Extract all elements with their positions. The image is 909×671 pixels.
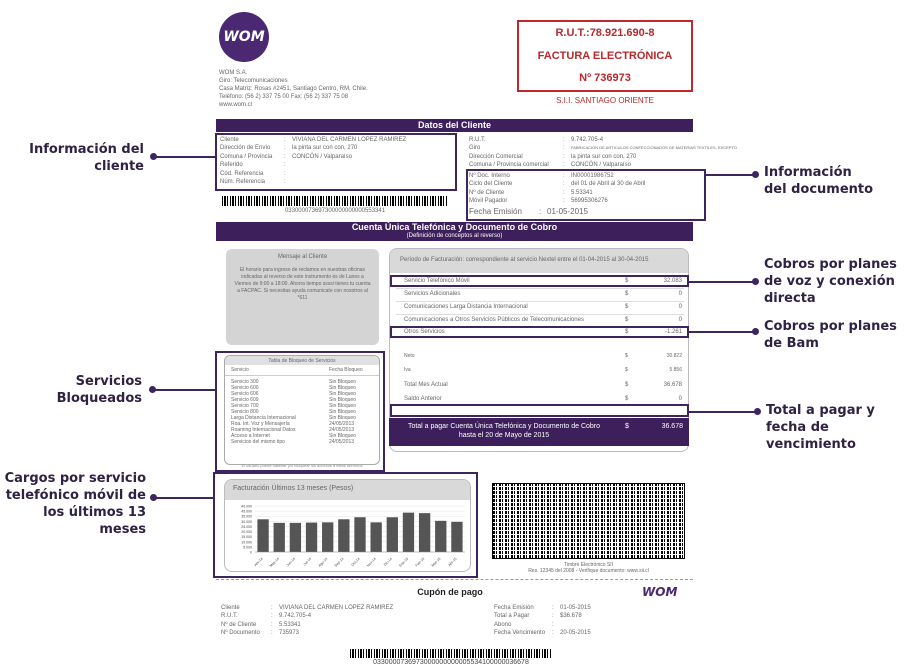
kv-label: Referido [220,162,243,169]
coupon-divider [216,579,693,580]
kv-sep: : [563,173,565,179]
kv-value: 5.53341 [571,189,593,196]
kv-value: 01-05-2015 [560,605,591,611]
callout-line: del documento [764,182,874,197]
blocked-date: 24/05/2013 [329,427,355,433]
client-message-title: Mensaje al Cliente [277,254,328,260]
blocked-service: Acceso a Internet [231,433,270,439]
subtotal-amount: 0 [678,396,682,402]
kv-sep: : [552,605,554,611]
kv-value: CONCÓN / Valparaíso [571,162,631,169]
kv-sep: : [552,613,554,620]
subtotal-label: Iva [404,367,411,373]
kv-value: VIVIANA DEL CARMEN LOPEZ RAMIREZ [292,137,407,143]
kv-label: Cód. Referencia [220,170,264,177]
kv-label: Comuna / Provincia [220,153,273,160]
callout-line: de voz y conexión [764,274,895,289]
blocked-date: 24/05/2013 [329,439,355,445]
x-tick-label: Mar-15 [430,556,442,568]
blocked-date: Sin Bloqueo [329,415,356,421]
kv-label: Comuna / Provincia comercial [469,162,549,169]
client-header: Datos del Cliente [216,119,693,132]
charge-currency: $ [625,317,629,323]
history-chart-title: Facturación Últimos 13 meses (Pesos) [225,480,470,500]
kv-sep: : [271,605,273,611]
kv-sep: : [284,137,286,143]
blocked-date: Sin Bloqueo [329,403,356,409]
callout-cargos [4,470,146,538]
x-tick-label: Oct-14 [350,556,361,568]
kv-value: 56995306276 [571,198,608,205]
kv-label: Nº Documento [221,630,260,637]
kv-sep: : [284,170,286,177]
kv-value: IN00001986752 [571,173,614,179]
subtotal-currency: $ [625,367,628,373]
blocked-service: Larga Distancia Internacional [231,415,296,421]
company-line: Casa Matriz: Rosas #2451, Santiago Centro, RM, Chile. [219,86,368,92]
history-highlight [213,472,478,578]
blocked-service: Servicio 606 [231,391,259,397]
client-info-highlight [215,133,457,191]
kv-label: R.U.T. [221,613,238,620]
kv-label: Nº de Cliente [221,621,257,628]
charge-amount: 0 [678,317,682,323]
x-tick-label: Jul-14 [302,556,313,567]
kv-sep: : [284,179,286,186]
x-tick-label: Feb-15 [414,556,426,568]
client-message-body: El horario para ingreso de reclamos en nuestras oficinas indicadas al reverso de este instrumento es de Lunes a Viernes de 9:00 a 18:00. Ahorra tiempo ssssi tienes tu cuenta a FACPAC. Si necesitas ayuda comunicate con nosotros al *611 [234,267,371,301]
company-line: Teléfono: (56 2) 337 75 00 Fax: (56 2) 337 75 08 [219,94,349,100]
subtotal-currency: $ [625,382,629,388]
total-amount: 36.678 [661,423,683,430]
callout-line: directa [764,291,816,306]
charge-amount: 32.083 [663,278,682,284]
x-tick-label: Abr-15 [447,556,458,568]
charge-amount: 0 [678,304,682,310]
coupon-barcode [350,649,552,658]
y-tick-label: 35.000 [241,514,252,519]
kv-value: la pinta sur con con, 270 [292,145,358,152]
charge-amount: 0 [678,291,682,297]
callout-documento [764,164,904,198]
kv-sep: : [284,145,286,152]
x-tick-label: Sep-14 [333,556,345,568]
client-barcode [222,196,448,206]
kv-value: la pinta sur con con, 270 [571,153,637,160]
timbre-caption: Timbre Electrónico SII [564,562,613,568]
x-tick-label: Dic-14 [383,556,394,567]
callout-line-connector [153,389,215,391]
total-line2: hasta el 20 de Mayo de 2015 [458,432,550,439]
x-tick-label: Abr-14 [253,556,264,568]
callout-line: Cobros por planes [764,319,897,334]
callout-bam [764,318,904,352]
y-tick-label: 15.000 [241,535,252,540]
x-tick-label: May-14 [268,556,280,568]
charge-separator [396,314,684,315]
kv-value: 9.742.705-4 [279,613,312,620]
total-bar [389,418,689,446]
company-info [219,69,419,109]
sii-number: Nº 736973 [579,72,631,84]
kv-value: $36.678 [560,613,582,620]
kv-label: Móvil Pagador [469,198,508,205]
blocked-date: Sin Bloqueo [329,379,356,385]
kv-value: 20-05-2015 [560,630,591,637]
blocked-col-date: Fecha Bloqueo [329,367,363,373]
kv-sep: : [563,198,565,205]
y-tick-label: 30.000 [241,519,252,524]
blocked-service: Servicio 300 [231,379,259,385]
charge-currency: $ [625,329,629,335]
bam-plan-highlight [390,326,689,338]
account-subtitle: (Definición de conceptos al reverso) [406,233,503,239]
blocked-service: Servicio 700 [231,403,259,409]
coupon-left [221,604,393,638]
blocked-service: Servicio 800 [231,409,259,415]
kv-sep: : [563,162,565,169]
callout-line: Bloqueados [56,391,142,406]
y-tick-label: 20.000 [241,530,252,535]
kv-sep: : [563,145,565,152]
kv-sep: : [563,181,565,188]
callout-line-connector [154,156,216,158]
callout-line: Cobros por planes [764,257,897,272]
callout-line: Servicios [75,374,142,389]
account-header [216,222,693,241]
kv-value: VIVIANA DEL CARMEN LOPEZ RAMIREZ [279,605,394,611]
callout-line: Información [764,165,852,180]
sii-box [517,20,693,92]
blocked-title: Tabla de Bloqueo de Servicios [225,356,379,365]
total-currency: $ [625,423,629,430]
kv-sep: : [563,189,565,196]
kv-value: del 01 de Abril al 30 de Abril [571,181,646,188]
blocked-date: Sin Bloqueo [329,385,356,391]
y-tick-label: 40.000 [241,504,252,509]
callout-line: meses [99,522,146,537]
subtotal-amount: 30.822 [666,353,682,359]
callout-voz [764,256,904,307]
subtotal-label: Saldo Anterior [404,396,442,402]
kv-label: Fecha Vencimiento [494,630,546,637]
timbre-sub: Res. 12345 del 2008 - Verifique documento: www.sii.cl [528,568,649,574]
blocked-date: Sin Bloqueo [329,397,356,403]
callout-line-connector [689,411,756,413]
client-message-box [226,249,379,345]
kv-sep: : [552,630,554,637]
kv-label: R.U.T. [469,137,486,143]
coupon-barcode-number: 0330000736973000000000005534100000036678 [373,659,529,666]
callout-line: cliente [94,159,144,174]
blocked-service: Servicio 600 [231,385,259,391]
callout-line: los últimos 13 [43,505,146,520]
blocked-service: Roa. Int. Voz y Mensajería [231,421,290,427]
kv-value: 735973 [279,630,300,637]
subtotal-label: Total Mes Actual [404,382,448,388]
kv-sep: : [284,162,286,169]
billing-period: Período de Facturación: correspondiente al servicio Nextel entre el 01-04-2015 al 30-04-2015 [390,249,688,273]
charge-label: Comunicaciones a Otros Servicios Públicos de Telecomunicaciones [404,317,584,323]
charge-label: Otros Servicios [404,329,445,335]
kv-label: Dirección Comercial [469,153,523,160]
subtotal-currency: $ [625,353,628,359]
coupon-logo: WOM [642,585,678,599]
callout-bloqueados [40,373,142,407]
x-tick-label: Jun-14 [285,556,297,568]
callout-line: telefónico móvil de [5,488,146,503]
charge-label: Servicios Adicionales [404,291,461,297]
kv-label: Cliente [220,137,239,143]
charge-label: Comunicaciones Larga Distancia Internacional [404,304,528,310]
callout-line: Información del [29,142,144,157]
charge-currency: $ [625,304,629,310]
kv-value: FABRICACION DE ARTICULOS CONFECCIONADOS DE MATERIAS TEXTILES, EXCEPTO [571,145,737,151]
callout-line: Cargos por servicio [4,471,146,486]
sii-rut: R.U.T.:78.921.690-8 [555,27,655,39]
blocked-date: Sin Bloqueo [329,409,356,415]
callout-line-connector [154,497,214,499]
callout-line: Total a pagar y [766,403,875,418]
client-barcode-number: 033000073697300000000000553341 [284,208,386,214]
kv-value: 5.53341 [279,621,301,628]
kv-sep: : [271,621,273,628]
kv-value: CONCÓN / Valparaíso [292,153,352,160]
x-tick-label: Nov-14 [366,556,377,568]
callout-line-connector [689,281,754,283]
voice-plan-highlight [390,275,689,287]
blocked-date: Sin Bloqueo [329,391,356,397]
kv-label: Núm. Referencia [220,179,266,186]
charge-separator [396,288,684,289]
y-tick-label: 10.000 [241,540,252,545]
charge-amount: -1.261 [664,329,682,335]
sii-office: S.I.I. SANTIAGO ORIENTE [556,96,654,105]
kv-value: 01-05-2015 [547,206,588,216]
subtotal-amount: 36.678 [663,382,682,388]
charge-currency: $ [625,278,629,284]
kv-sep: : [552,621,554,628]
callout-line: de Bam [764,336,819,351]
kv-label: Fecha Emisión [469,206,522,216]
callout-line-connector [706,174,754,176]
kv-label: Abono [494,621,512,628]
blocked-service: Servicios del mismo tipo [231,439,285,445]
charge-separator [396,301,684,302]
blocked-date: Sin Bloqueo [329,433,356,439]
kv-value: 9.742.705-4 [571,137,604,143]
kv-label: Nº Doc. Interno [469,173,510,179]
sii-doc-type: FACTURA ELECTRÓNICA [537,50,673,62]
callout-cliente [20,141,144,175]
timbre-pdf417 [492,483,685,559]
kv-sep: : [271,613,273,620]
document-info-highlight [466,169,706,221]
kv-label: Total a Pagar [494,613,530,620]
blocked-footer: El usuario puede habilitar y/o bloquear los accesos a estos servicios [241,463,363,468]
blocked-col-service: Servicio [231,367,249,373]
wom-logo: WOM [219,12,269,62]
callout-total [766,402,906,453]
kv-label: Cliente [221,605,240,611]
coupon-right [494,604,591,638]
subtotal-label: Neto [404,353,415,359]
kv-label: Giro [469,145,481,152]
company-line: WOM S.A. [219,70,248,76]
blocked-date: 24/05/2013 [329,421,355,427]
y-tick-label: 0 [250,550,252,555]
kv-sep: : [271,630,273,637]
y-tick-label: 5.000 [243,545,252,550]
x-tick-label: Ene-15 [398,556,410,568]
charge-currency: $ [625,291,629,297]
kv-sep: : [284,153,286,160]
charge-label: Servicio Telefónico Móvil [404,278,470,284]
coupon-title: Cupón de pago [417,587,483,597]
kv-sep: : [539,206,542,216]
total-highlight [390,404,689,417]
client-right-top [469,136,737,170]
y-tick-label: 45.000 [241,509,252,514]
blocked-service: Servicio 609 [231,397,259,403]
account-title: Cuenta Única Telefónica y Documento de Cobro [351,222,558,232]
kv-sep: : [563,153,565,160]
blocked-highlight [215,351,385,472]
y-tick-label: 25.000 [241,524,252,529]
company-line: www.wom.cl [219,102,253,108]
subtotal-amount: 5.856 [669,367,682,373]
blocked-service: Roaming Internacional Datos [231,427,296,433]
callout-line-connector [689,331,754,333]
total-line1: Total a pagar Cuenta Única Telefónica y Documento de Cobro [407,423,601,430]
subtotal-currency: $ [625,396,629,402]
kv-label: Dirección de Envío [220,145,271,152]
x-tick-label: Ago-14 [317,556,329,568]
kv-sep: : [563,137,565,143]
kv-label: Nº de Cliente [469,189,505,196]
callout-line: fecha de vencimiento [766,420,856,452]
kv-label: Fecha Emisión [494,605,534,611]
kv-label: Ciclo del Cliente [469,181,513,188]
company-line: Giro: Telecomunicaciones [219,78,288,84]
